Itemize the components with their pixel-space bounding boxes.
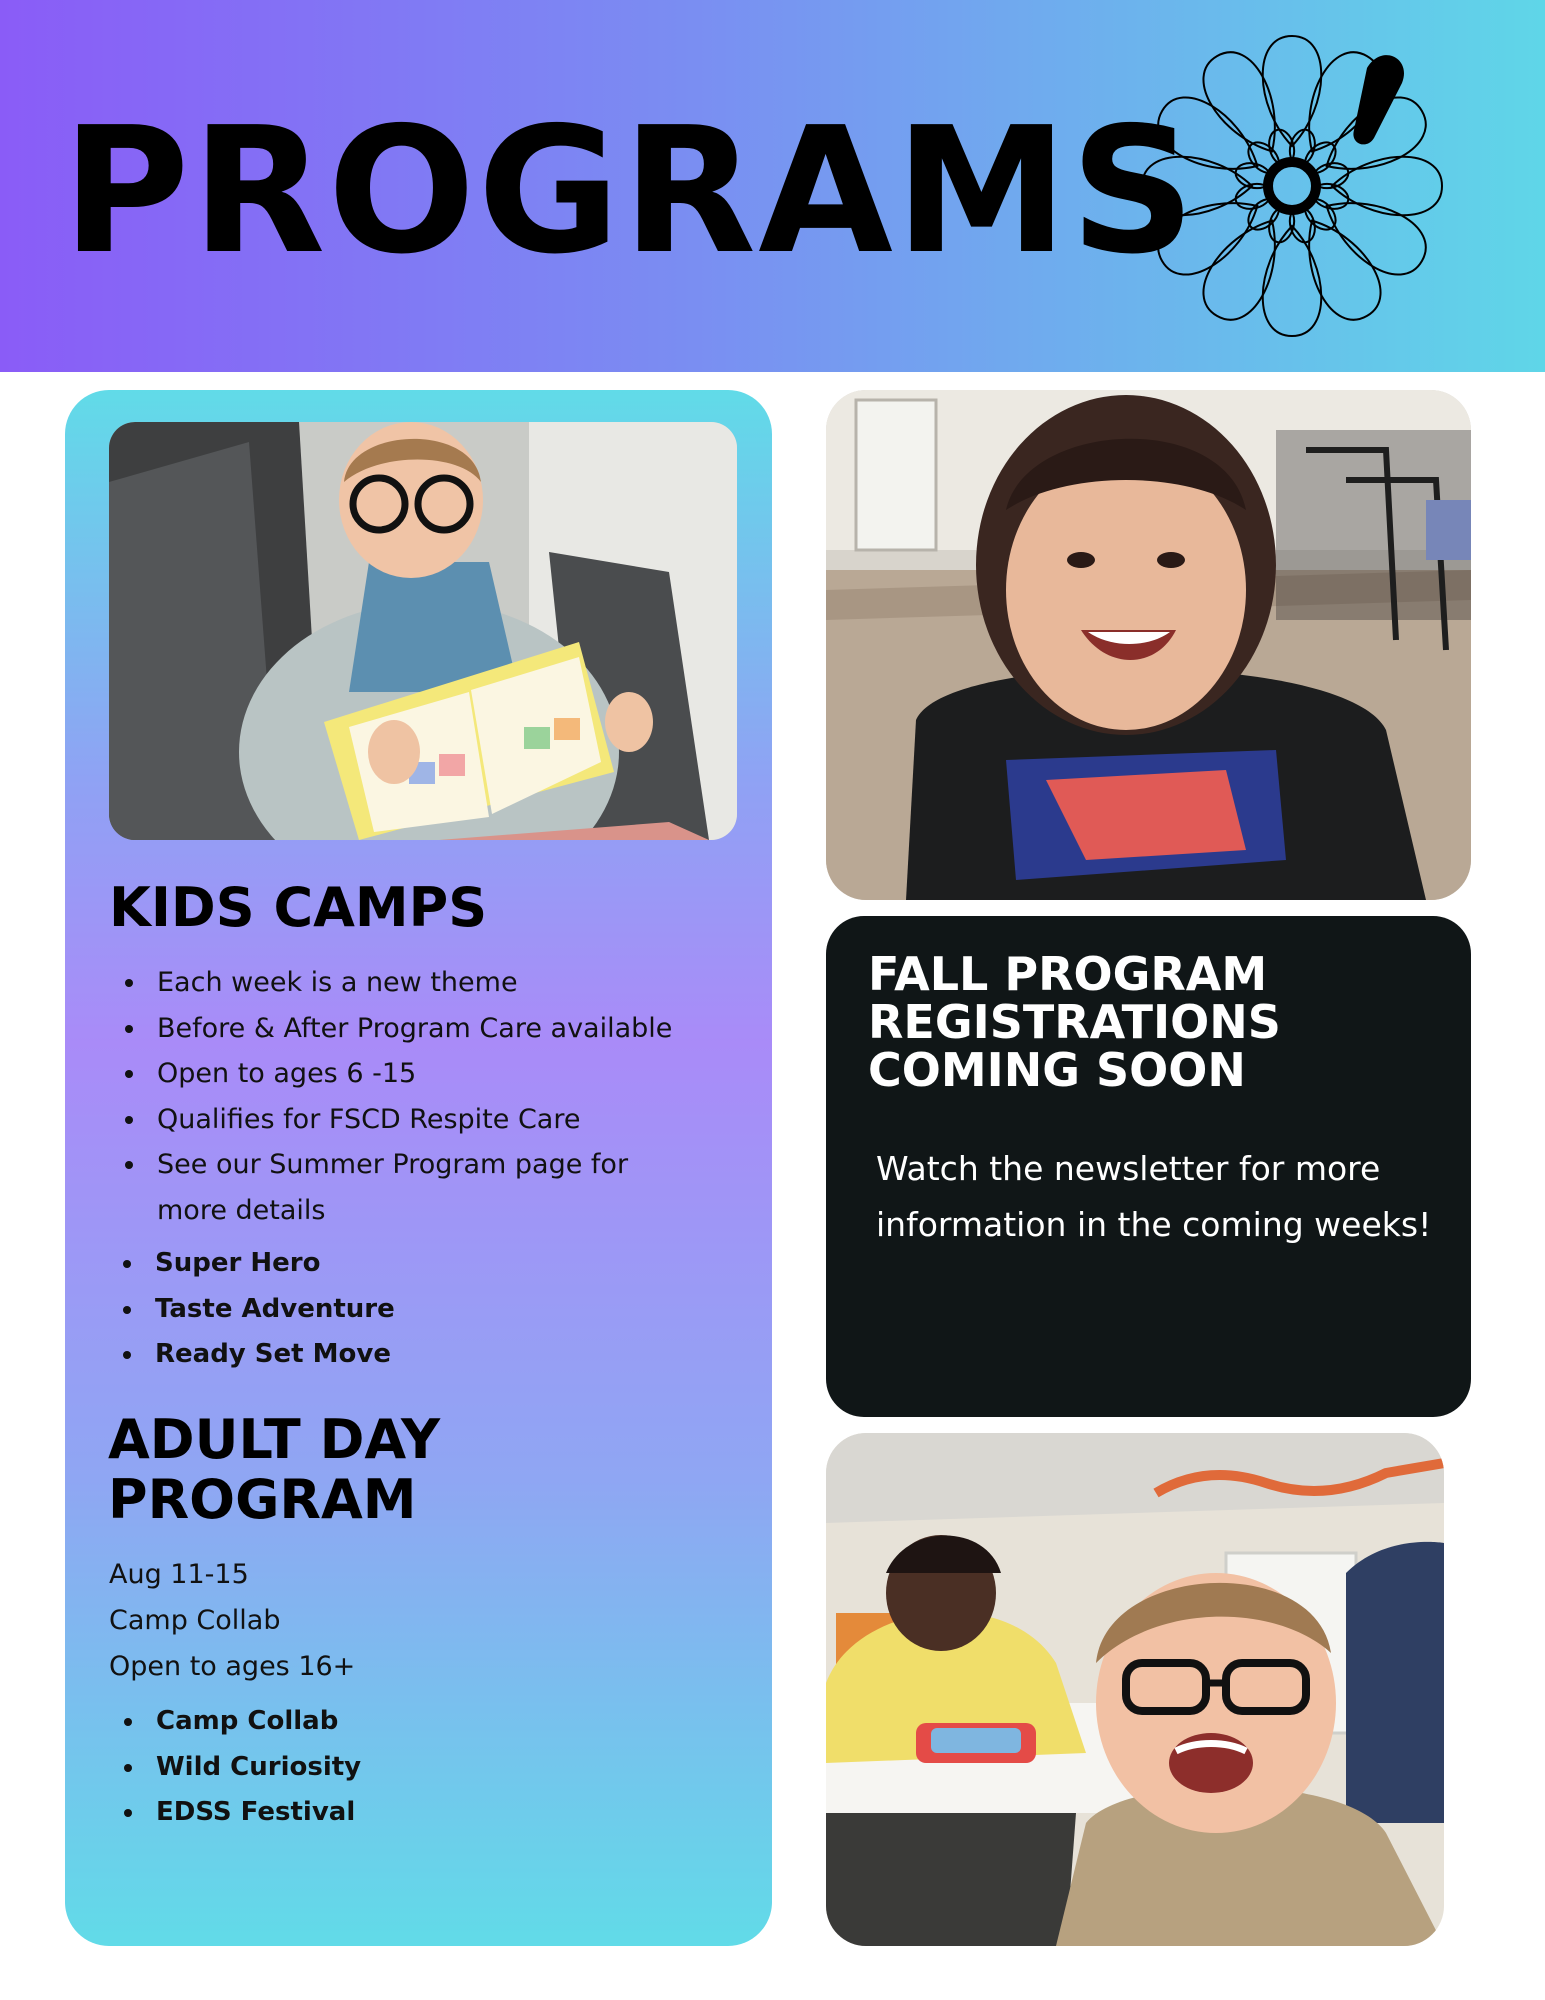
fall-registration-box bbox=[826, 916, 1471, 1417]
girl-smiling-photo bbox=[826, 390, 1471, 900]
fall-title-line3: COMING SOON bbox=[868, 1043, 1246, 1097]
participants-at-table-photo bbox=[826, 1433, 1444, 1946]
list-item: Open to ages 6 -15 bbox=[110, 1051, 730, 1097]
boy-with-book-photo bbox=[109, 422, 737, 840]
flower-petal bbox=[1263, 36, 1322, 146]
fall-registration-text: Watch the newsletter for more information in the coming weeks! bbox=[876, 1149, 1432, 1244]
list-item: See our Summer Program page for more details bbox=[110, 1142, 677, 1233]
flower-petal bbox=[1142, 157, 1252, 216]
adult-day-heading-line2: PROGRAM bbox=[108, 1468, 417, 1531]
header-banner bbox=[0, 0, 1545, 372]
kids-camps-bullet-list bbox=[110, 960, 730, 1234]
adult-day-heading bbox=[108, 1410, 440, 1530]
adult-day-heading-line1: ADULT DAY bbox=[108, 1408, 441, 1471]
adult-day-dates: Aug 11-15 bbox=[109, 1559, 249, 1590]
page-title: PROGRAMS bbox=[62, 90, 1198, 293]
list-item: Camp Collab bbox=[109, 1699, 729, 1745]
list-item: Each week is a new theme bbox=[110, 960, 730, 1006]
list-item: EDSS Festival bbox=[109, 1790, 729, 1836]
flower-petal bbox=[1332, 157, 1442, 216]
list-item: Wild Curiosity bbox=[109, 1745, 729, 1791]
adult-day-ages: Open to ages 16+ bbox=[109, 1651, 356, 1682]
fall-title-line2: REGISTRATIONS bbox=[868, 995, 1281, 1049]
list-item: Taste Adventure bbox=[108, 1287, 728, 1333]
list-item: Super Hero bbox=[108, 1241, 728, 1287]
list-item: Qualifies for FSCD Respite Care bbox=[110, 1097, 730, 1143]
kids-camps-theme-list bbox=[108, 1241, 728, 1378]
left-info-panel bbox=[65, 390, 772, 1946]
fall-title-line1: FALL PROGRAM bbox=[868, 947, 1268, 1001]
adult-day-camp-name: Camp Collab bbox=[109, 1605, 281, 1636]
flower-logo-icon bbox=[1112, 18, 1472, 368]
fall-registration-heading bbox=[868, 947, 1428, 1097]
list-item: Ready Set Move bbox=[108, 1332, 728, 1378]
list-item: Before & After Program Care available bbox=[110, 1006, 730, 1052]
flower-petal bbox=[1263, 226, 1322, 336]
kids-camps-heading: KIDS CAMPS bbox=[109, 876, 488, 939]
adult-day-theme-list bbox=[109, 1699, 729, 1836]
